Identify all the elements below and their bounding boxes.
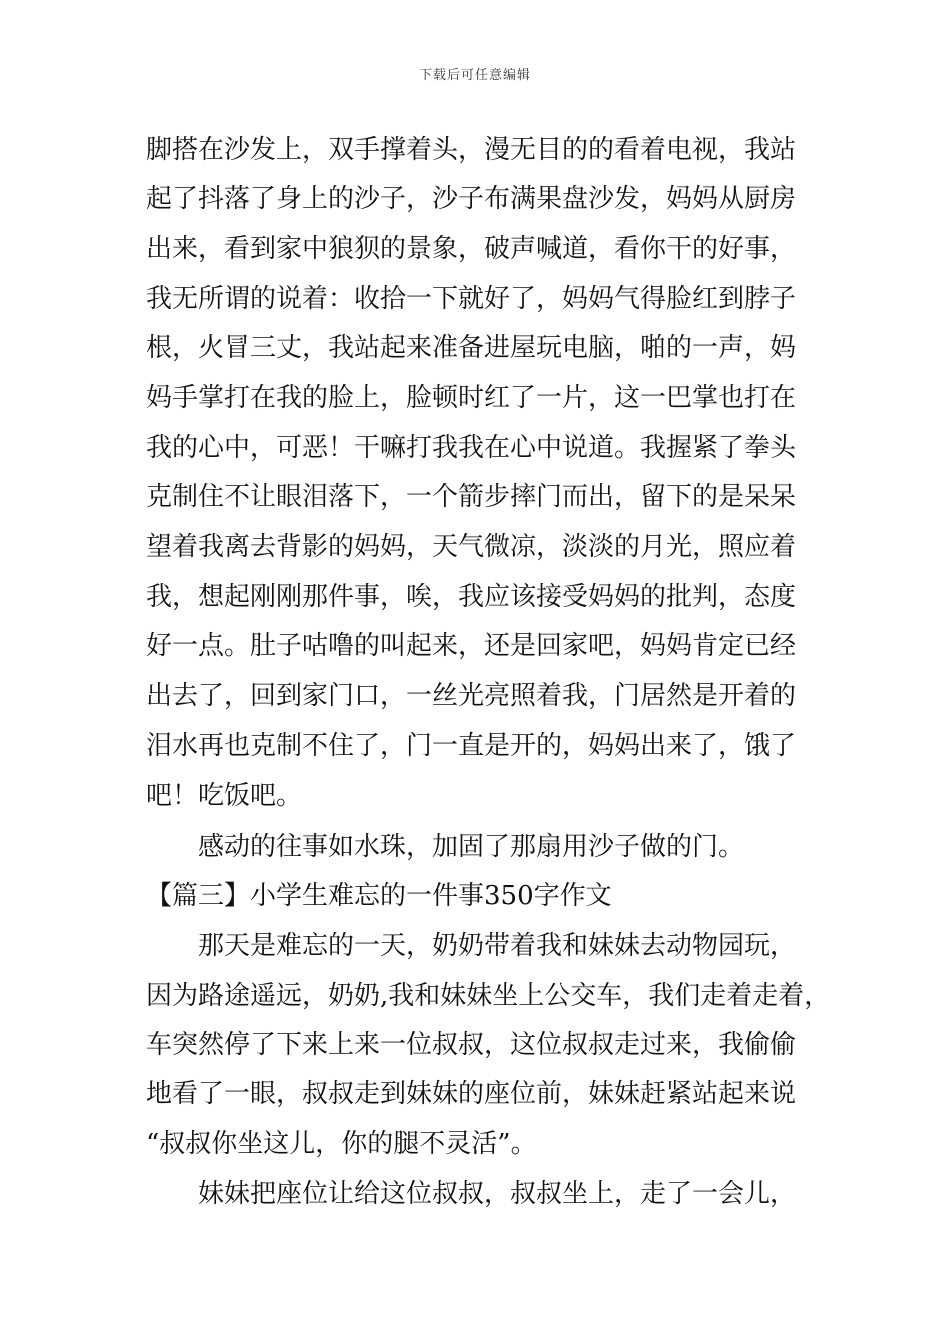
text-line: 吧！吃饭吧。 [146,781,303,811]
text-line: 我无所谓的说着：收拾一下就好了，妈妈气得脸红到脖子 [146,284,797,314]
page-header: 下载后可任意编辑 [418,68,531,83]
text-line: 好一点。肚子咕噜的叫起来，还是回家吧，妈妈肯定已经 [146,631,797,661]
text-line: 根，火冒三丈，我站起来准备进屋玩电脑，啪的一声，妈 [146,333,797,363]
text-line: 地看了一眼，叔叔走到妹妹的座位前，妹妹赶紧站起来说 [146,1079,797,1109]
text-line: 我，想起刚刚那件事，唉，我应该接受妈妈的批判，态度 [146,582,797,612]
text-line: 我的心中，可恶！干嘛打我我在心中说道。我握紧了拳头 [146,433,797,463]
text-line: 望着我离去背影的妈妈，天气微凉，淡淡的月光，照应着 [146,532,797,562]
text-line: 出去了，回到家门口，一丝光亮照着我，门居然是开着的 [146,681,797,711]
text-line: 感动的往事如水珠，加固了那扇用沙子做的门。 [198,832,745,862]
text-line: “叔叔你坐这儿，你的腿不灵活”。 [146,1129,537,1159]
text-line: 泪水再也克制不住了，门一直是开的，妈妈出来了，饿了 [146,731,797,761]
text-line: 出来，看到家中狼狈的景象，破声喊道，看你干的好事， [146,234,797,264]
text-line: 因为路途遥远，奶奶,我和妹妹坐上公交车，我们走着走着， [146,981,831,1011]
section-heading: 【篇三】小学生难忘的一件事350字作文 [146,881,612,911]
text-line: 起了抖落了身上的沙子，沙子布满果盘沙发，妈妈从厨房 [146,184,797,214]
text-line: 妹妹把座位让给这位叔叔，叔叔坐上，走了一会儿， [198,1179,797,1209]
text-line: 克制住不让眼泪落下，一个箭步摔门而出，留下的是呆呆 [146,482,797,512]
text-line: 妈手掌打在我的脸上，脸顿时红了一片，这一巴掌也打在 [146,383,797,413]
text-line: 车突然停了下来上来一位叔叔，这位叔叔走过来，我偷偷 [146,1030,797,1060]
text-line: 那天是难忘的一天，奶奶带着我和妹妹去动物园玩， [198,931,797,961]
text-line: 脚搭在沙发上，双手撑着头，漫无目的的看着电视，我站 [146,135,797,165]
